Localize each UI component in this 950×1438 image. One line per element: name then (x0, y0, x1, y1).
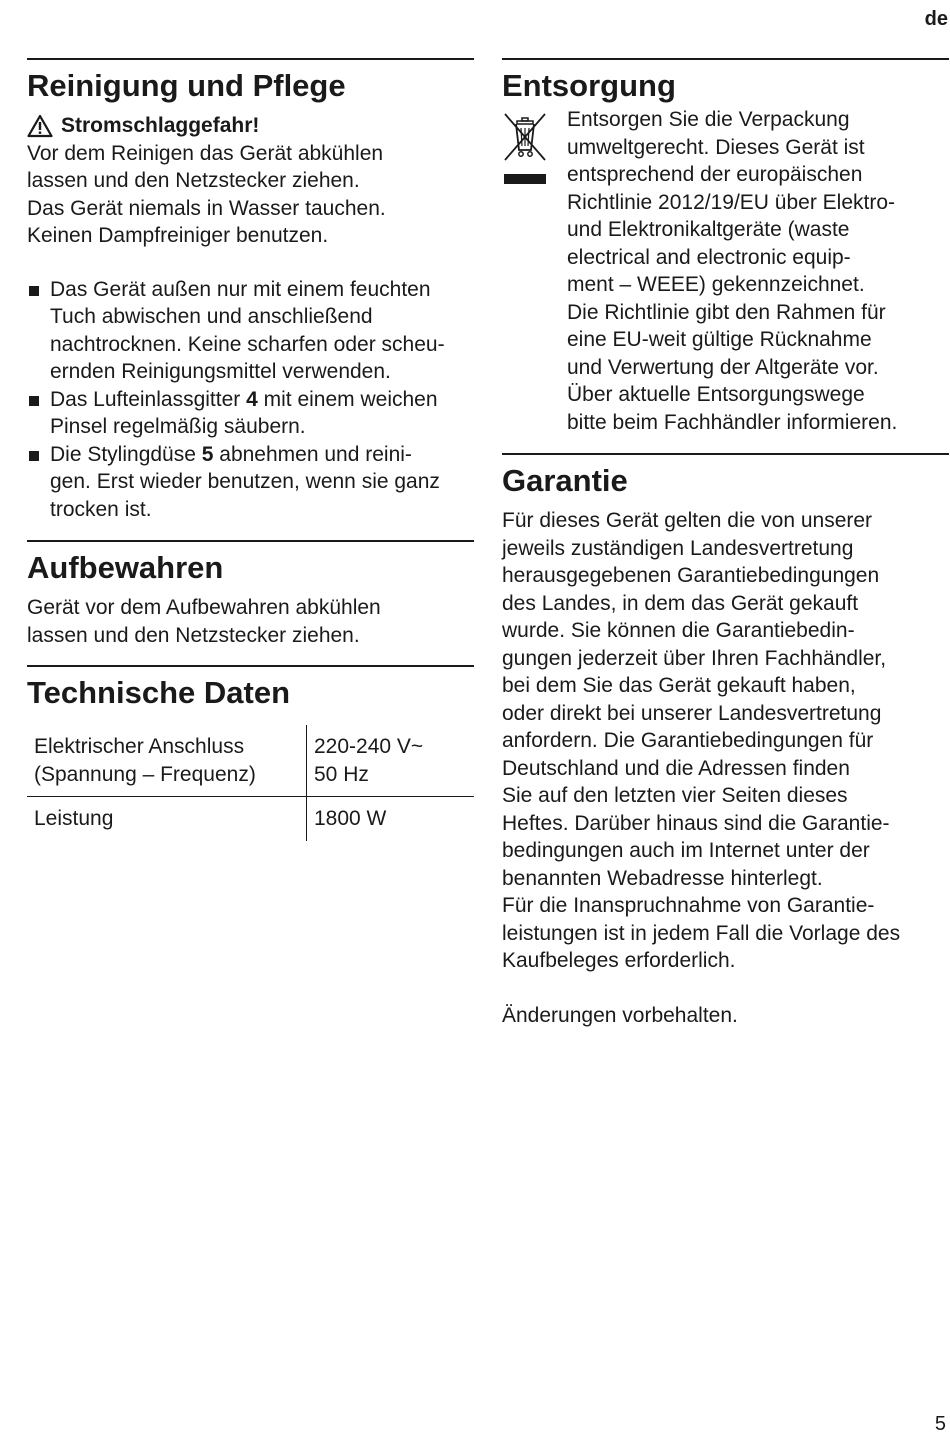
text-line: Die Richtlinie gibt den Rahmen für (567, 300, 886, 324)
cleaning-instructions (27, 276, 474, 524)
warranty-text (502, 507, 949, 975)
storage-line: Gerät vor dem Aufbewahren abkühlen (27, 596, 381, 619)
text-line: Für die Inanspruchnahme von Garantie- (502, 894, 875, 917)
text-line: oder direkt bei unserer Landesvertretung (502, 701, 882, 725)
disposal-block (502, 108, 949, 436)
cell-line: 1800 W (314, 807, 387, 830)
list-item (27, 276, 474, 386)
storage-heading: Aufbewahren (27, 550, 224, 585)
text-line: entsprechend der europäischen (567, 163, 863, 186)
text-run: mit einem weichen (257, 387, 438, 411)
text-line: Deutschland und die Adressen finden (502, 756, 850, 780)
language-code: de (924, 8, 948, 30)
right-column (502, 58, 949, 1030)
text-line: bitte beim Fachhändler informieren. (567, 410, 898, 434)
text-line: wurde. Sie können die Garantiebedin- (502, 619, 855, 642)
text-line: ment – WEEE) gekennzeichnet. (567, 273, 865, 296)
warning-line: Das Gerät niemals in Wasser tauchen. (27, 196, 386, 220)
list-item-line: Tuch abwischen und anschließend (50, 305, 373, 328)
cleaning-heading: Reinigung und Pflege (27, 68, 346, 103)
list-item-line: nachtrocknen. Keine scharfen oder scheu- (50, 332, 445, 356)
text-line: jeweils zuständigen Landesvertretung (502, 536, 854, 560)
table-cell-label (27, 797, 307, 841)
list-item-line: Das Gerät außen nur mit einem feuchten (50, 277, 431, 301)
text-line: eine EU-weit gültige Rücknahme (567, 328, 872, 351)
left-column (27, 58, 474, 841)
text-run: Die Stylingdüse (50, 442, 202, 466)
list-item (27, 386, 474, 441)
table-cell-label (27, 725, 307, 797)
text-line: Über aktuelle Entsorgungswege (567, 383, 865, 406)
part-number: 5 (201, 442, 214, 466)
cell-line: Elektrischer Anschluss (34, 735, 245, 758)
section-divider (502, 58, 949, 60)
section-divider (27, 540, 474, 542)
text-line: bei dem Sie das Gerät gekauft haben, (502, 674, 856, 697)
warranty-heading: Garantie (502, 463, 628, 498)
list-item-line (50, 386, 438, 414)
list-item-line (50, 441, 440, 469)
cell-line: 50 Hz (314, 762, 369, 786)
section-divider (27, 665, 474, 667)
text-line: Sie auf den letzten vier Seiten dieses (502, 784, 848, 807)
crossed-out-wheelie-bin-icon (502, 112, 548, 162)
disposal-heading: Entsorgung (502, 68, 676, 103)
bullet-square-icon (29, 451, 39, 461)
specs-table (27, 725, 474, 841)
cell-line: 220-240 V~ (314, 735, 424, 758)
table-cell-value (307, 797, 475, 841)
page-number: 5 (934, 1413, 946, 1435)
bullet-square-icon (29, 396, 39, 406)
text-line: leistungen ist in jedem Fall die Vorlage des (502, 921, 901, 945)
changes-reserved-note: Änderungen vorbehalten. (502, 1004, 738, 1027)
text-line: benannten Webadresse hinterlegt. (502, 866, 823, 890)
table-cell-value (307, 725, 475, 797)
warning-line: lassen und den Netzstecker ziehen. (27, 169, 360, 192)
text-line: gungen jederzeit über Ihren Fachhändler, (502, 646, 887, 670)
text-line: Entsorgen Sie die Verpackung (567, 108, 850, 131)
weee-bar (504, 174, 546, 184)
text-line: des Landes, in dem das Gerät gekauft (502, 591, 859, 615)
list-item-line: trocken ist. (50, 497, 152, 521)
text-line: umweltgerecht. Dieses Gerät ist (567, 135, 865, 159)
text-line: electrical and electronic equip- (567, 245, 851, 269)
text-line: Richtlinie 2012/19/EU über Elektro- (567, 190, 896, 214)
section-divider (27, 58, 474, 60)
text-run: Das Lufteinlassgitter (50, 387, 247, 411)
table-row (27, 797, 474, 841)
list-item-line: Pinsel regelmäßig säubern. (50, 415, 306, 438)
text-line: Heftes. Darüber hinaus sind die Garantie- (502, 811, 890, 835)
section-divider (502, 453, 949, 455)
electric-shock-warning (27, 112, 474, 140)
text-line: und Verwertung der Altgeräte vor. (567, 355, 879, 379)
warning-title: Stromschlaggefahr! (61, 114, 260, 137)
warning-line: Vor dem Reinigen das Gerät abkühlen (27, 141, 384, 165)
disposal-text (567, 106, 949, 436)
bullet-square-icon (29, 286, 39, 296)
weee-symbol (502, 112, 567, 436)
warning-triangle-icon (27, 114, 53, 138)
list-item (27, 441, 474, 524)
list-item-line: ernden Reinigungsmittel verwenden. (50, 360, 391, 383)
text-line: anfordern. Die Garantiebedingungen für (502, 729, 874, 752)
table-row (27, 725, 474, 797)
text-line: und Elektronikaltgeräte (waste (567, 218, 850, 241)
warning-line: Keinen Dampfreiniger benutzen. (27, 224, 329, 247)
storage-line: lassen und den Netzstecker ziehen. (27, 623, 360, 647)
text-line: Für dieses Gerät gelten die von unserer (502, 509, 873, 532)
part-number: 4 (246, 387, 258, 411)
cell-line: Leistung (34, 807, 114, 830)
text-line: Kaufbeleges erforderlich. (502, 949, 736, 972)
text-run: abnehmen und reini- (213, 442, 412, 466)
text-line: herausgegebenen Garantiebedingungen (502, 564, 880, 587)
text-line: bedingungen auch im Internet unter der (502, 839, 870, 862)
cell-line: (Spannung – Frequenz) (34, 762, 256, 786)
specs-heading: Technische Daten (27, 675, 291, 710)
list-item-line: gen. Erst wieder benutzen, wenn sie ganz (50, 470, 440, 493)
